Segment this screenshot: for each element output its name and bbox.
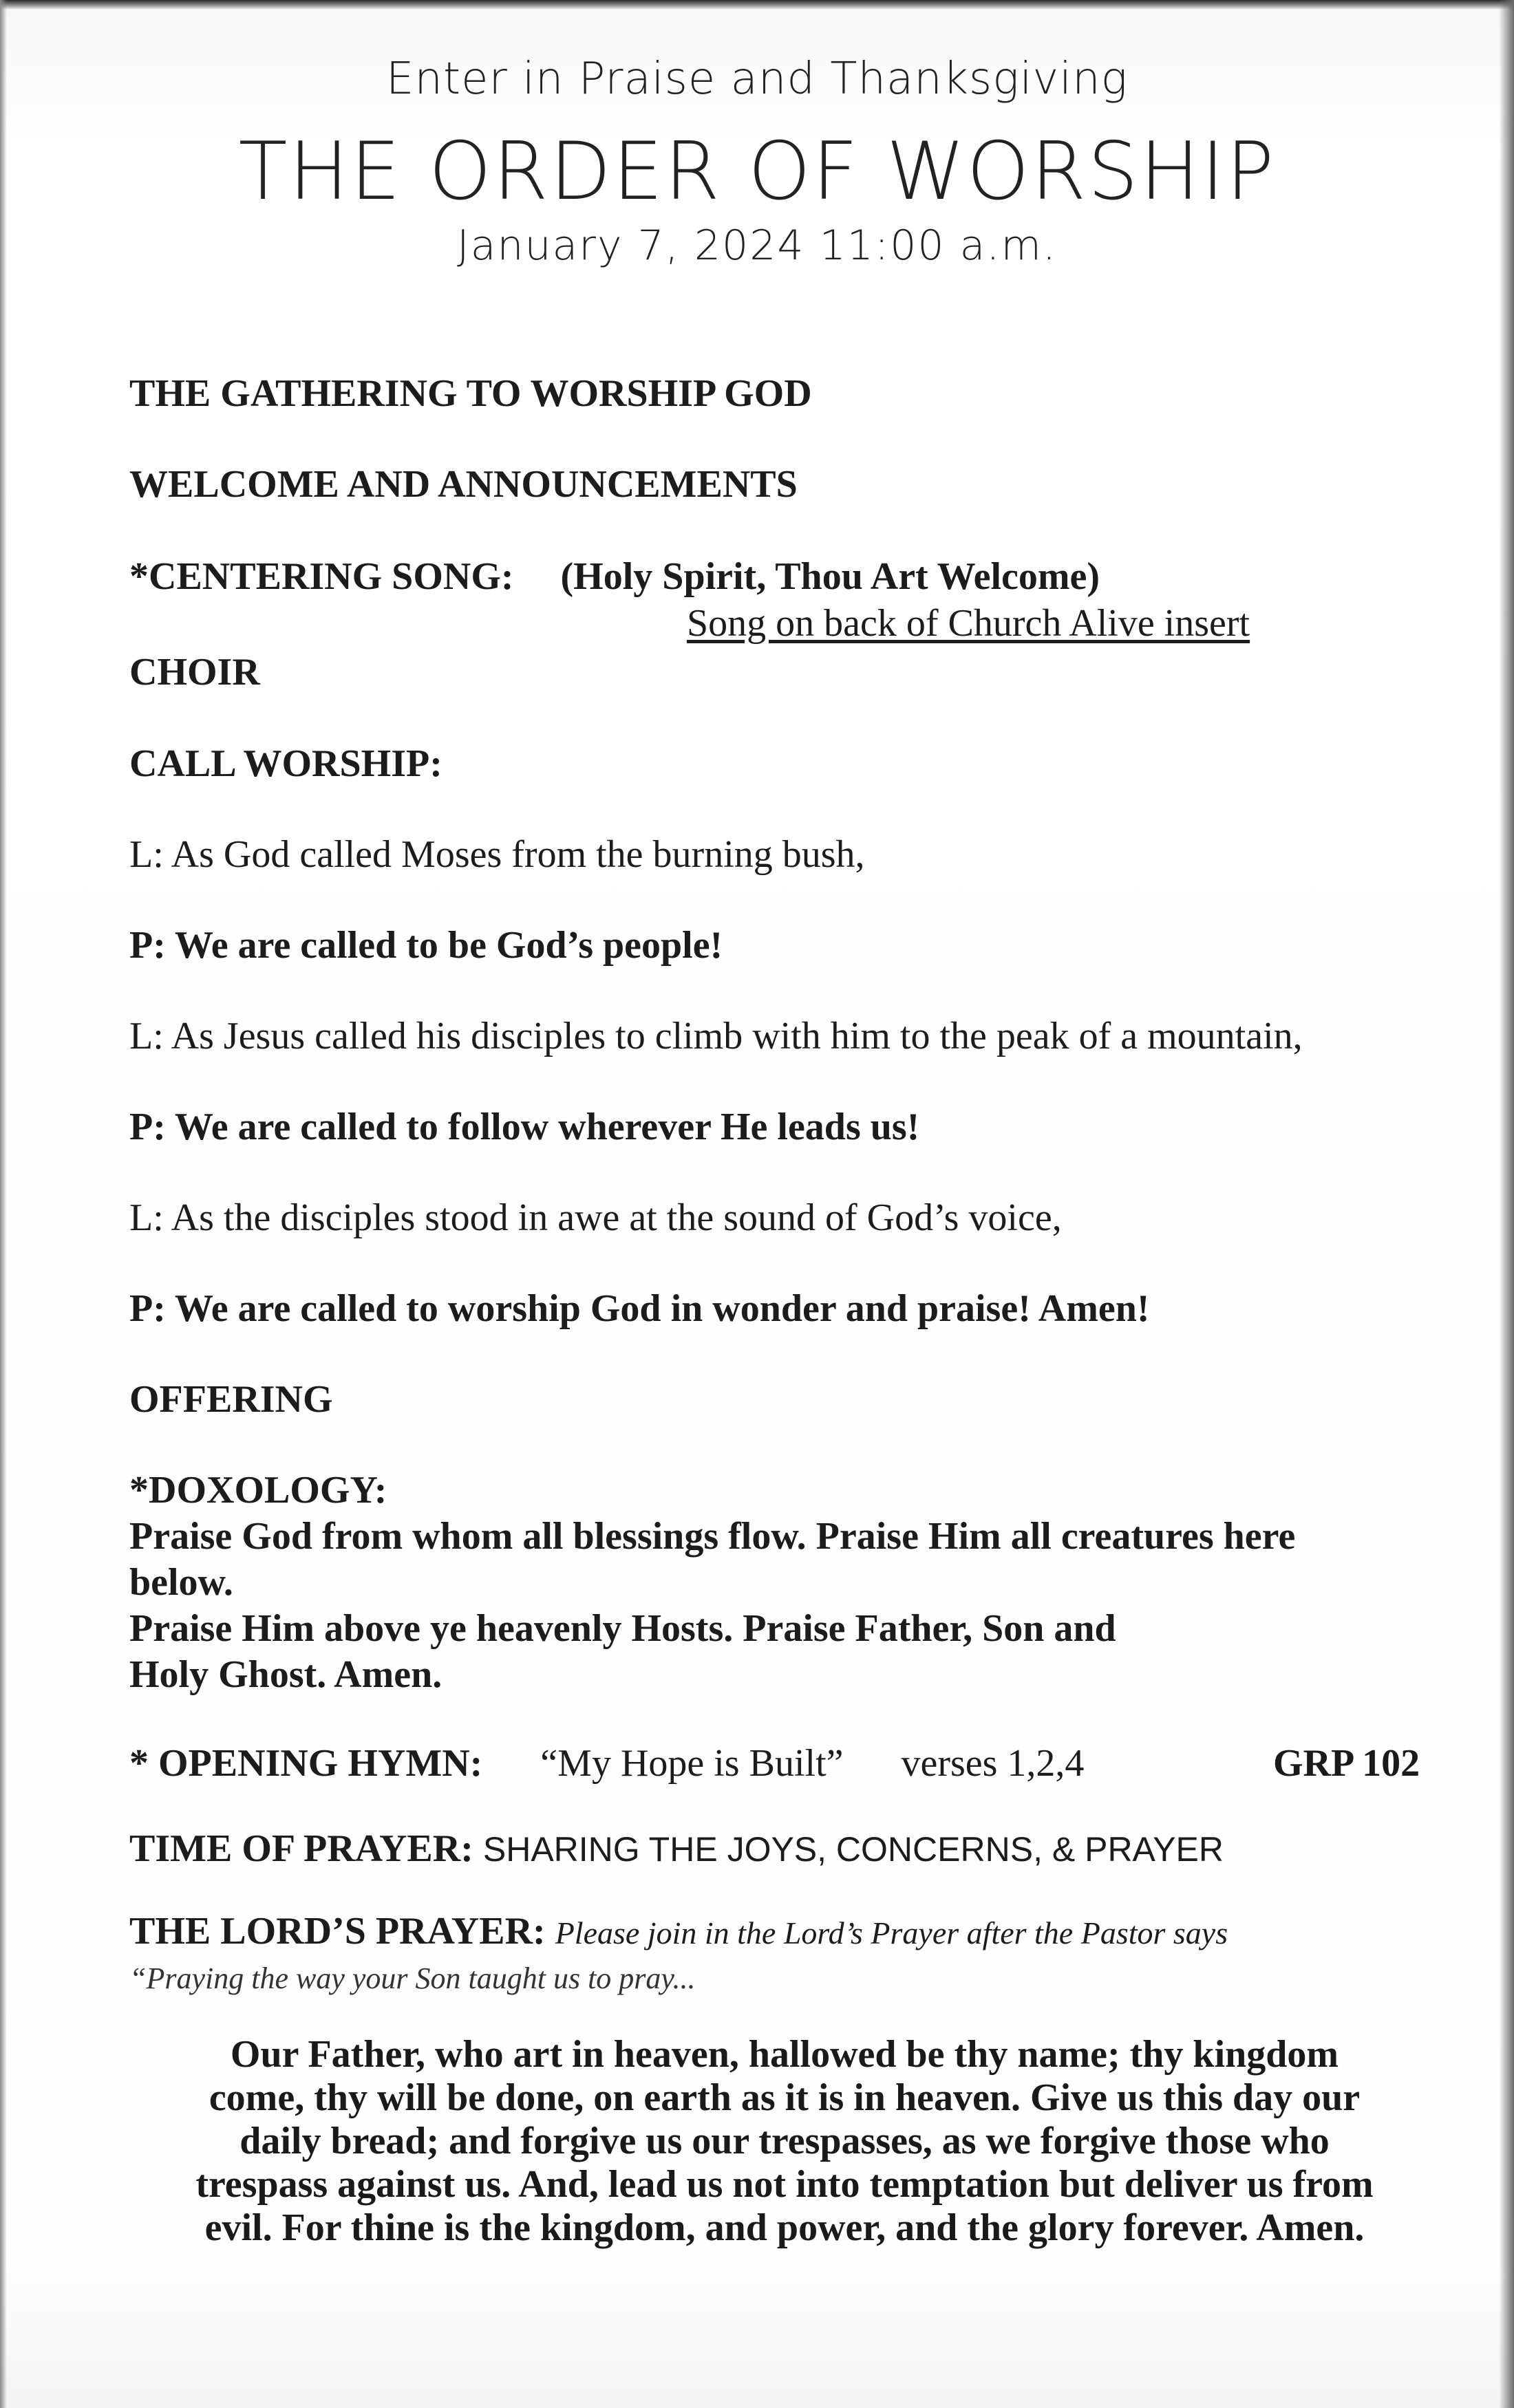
header-subtitle: Enter in Praise and Thanksgiving (385, 54, 1129, 105)
time-of-prayer-line (129, 1827, 1224, 1871)
lords-prayer-instruction: Please join in the Lord’s Prayer after the Pastor says (555, 1915, 1228, 1950)
time-of-prayer-label: TIME OF PRAYER: (129, 1827, 473, 1870)
litany-people-line: P: We are called to follow wherever He leads us! (129, 1106, 920, 1148)
lords-prayer-line: trespass against us. And, lead us not into temptation but deliver us from (195, 2163, 1374, 2206)
section-welcome: WELCOME AND ANNOUNCEMENTS (129, 463, 798, 506)
doxology-line: below. (129, 1561, 233, 1604)
doxology-line: Praise God from whom all blessings flow. Praise Him all creatures here (129, 1515, 1296, 1558)
lords-prayer-line (129, 1909, 1228, 1953)
page-shadow-right (1499, 0, 1514, 2408)
section-choir: CHOIR (129, 651, 260, 694)
time-of-prayer-text: SHARING THE JOYS, CONCERNS, & PRAYER (482, 1830, 1224, 1869)
centering-song-title: (Holy Spirit, Thou Art Welcome) (560, 555, 1100, 598)
section-call-worship: CALL WORSHIP: (129, 742, 443, 785)
opening-hymn-verses: verses 1,2,4 (901, 1742, 1085, 1785)
page-shadow-left (0, 0, 7, 2408)
lords-prayer-line: come, thy will be done, on earth as it is in heaven. Give us this day our (209, 2076, 1361, 2119)
page-title: THE ORDER OF WORSHIP (238, 125, 1276, 218)
lords-prayer-text (131, 2033, 1438, 2250)
opening-hymn-number: GRP 102 (1273, 1742, 1420, 1785)
section-offering: OFFERING (129, 1378, 333, 1421)
lords-prayer-line: daily bread; and forgive us our trespasses, as we forgive those who (239, 2120, 1330, 2162)
litany-people-line: P: We are called to be God’s people! (129, 924, 723, 967)
opening-hymn-line (129, 1741, 1084, 1785)
litany-leader-line: L: As Jesus called his disciples to climb with him to the peak of a mountain, (129, 1015, 1303, 1057)
centering-song-label: *CENTERING SONG: (129, 555, 514, 598)
lords-prayer-line: evil. For thine is the kingdom, and power, and the glory forever. Amen. (204, 2206, 1365, 2249)
lords-prayer-label: THE LORD’S PRAYER: (129, 1910, 546, 1953)
lords-prayer-line: Our Father, who art in heaven, hallowed be thy name; thy kingdom (230, 2033, 1339, 2076)
doxology-line: Praise Him above ye heavenly Hosts. Praise Father, Son and (129, 1607, 1116, 1650)
opening-hymn-title: “My Hope is Built” (540, 1742, 844, 1785)
opening-hymn-label: * OPENING HYMN: (129, 1742, 483, 1785)
litany-leader-line: L: As God called Moses from the burning bush, (129, 833, 865, 876)
section-doxology: *DOXOLOGY: (129, 1469, 387, 1512)
section-gathering: THE GATHERING TO WORSHIP GOD (129, 372, 812, 415)
service-date: January 7, 2024 11:00 a.m. (457, 222, 1057, 270)
litany-leader-line: L: As the disciples stood in awe at the sound of God’s voice, (129, 1196, 1062, 1239)
doxology-line: Holy Ghost. Amen. (129, 1653, 443, 1696)
centering-song-line (129, 555, 1100, 599)
litany-people-line: P: We are called to worship God in wonder and praise! Amen! (129, 1287, 1150, 1330)
page-shadow-top (0, 0, 1514, 10)
lords-prayer-instruction-continued: “Praying the way your Son taught us to pray... (129, 1961, 696, 1995)
centering-song-note: Song on back of Church Alive insert (687, 602, 1250, 645)
